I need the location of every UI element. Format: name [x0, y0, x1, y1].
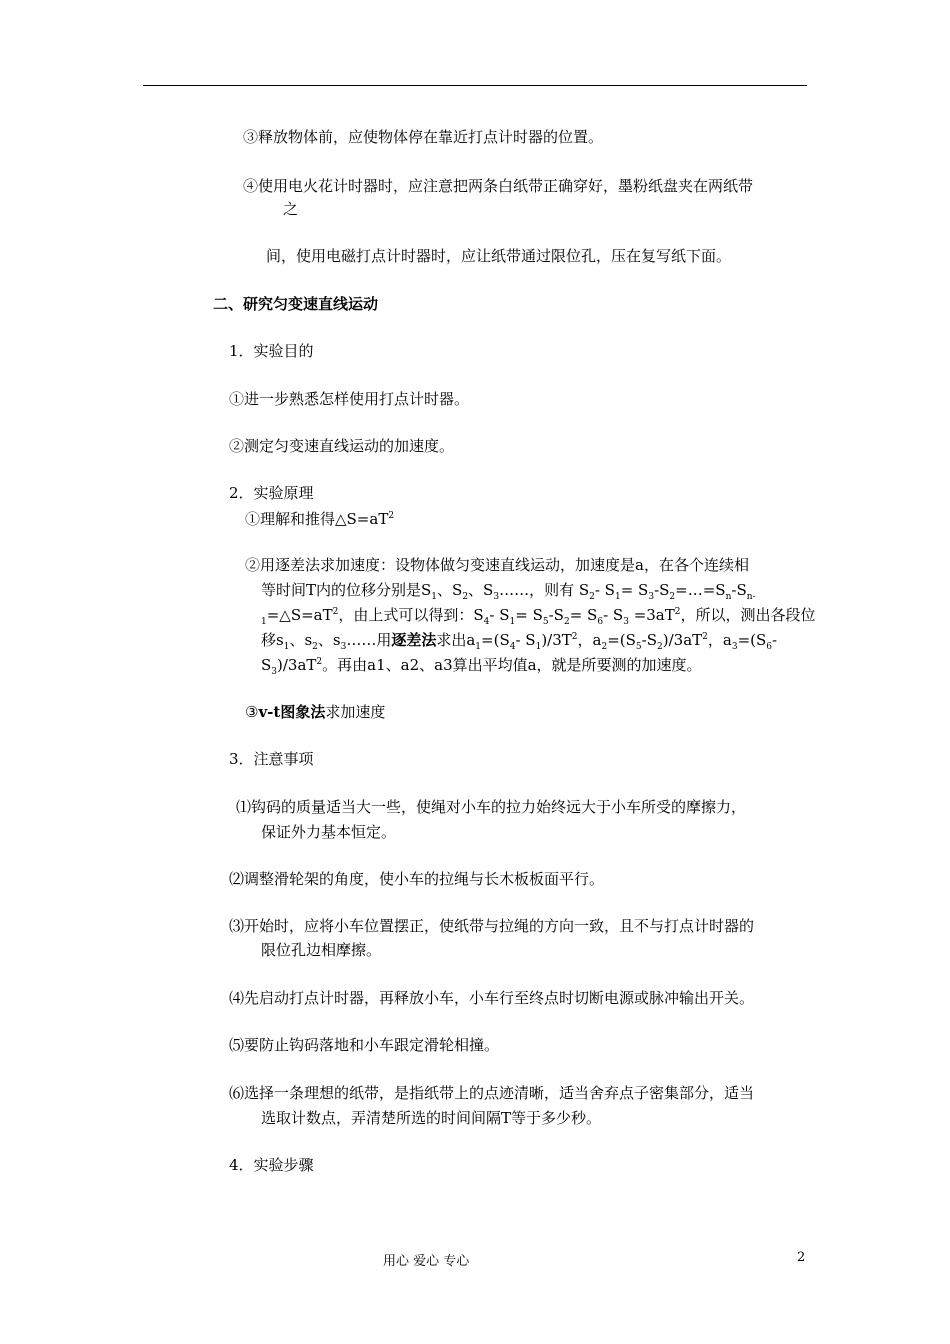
text-line	[245, 702, 385, 722]
text-line: 限位孔边相摩擦。	[261, 941, 382, 959]
text-line: ⑴钩码的质量适当大一些，使绳对小车的拉力始终远大于小车所受的摩擦力，	[236, 798, 747, 816]
text-line: ①进一步熟悉怎样使用打点计时器。	[229, 390, 470, 408]
text-line: 保证外力基本恒定。	[261, 823, 397, 841]
text-line: 之	[283, 200, 299, 218]
subsection-heading: 4．实验步骤	[229, 1156, 314, 1174]
formula-line: 移$s_1$、$s_2$、$s_3\dots\dots$用逐差法求出$a_1=(S_4-$ $S_1)/3T^2$，$a_2=(S_5-S_2)/3aT^2$，$a_3=(S_6-$	[261, 631, 778, 652]
text-line: ⑶开始时，应将小车位置摆正，使纸带与拉绳的方向一致，且不与打点计时器的	[229, 917, 755, 935]
formula-line: $S_3)/3aT^2$。再由a1、a2、a3算出平均值a，就是所要测的加速度。	[261, 656, 702, 677]
text-line: ②测定匀变速直线运动的加速度。	[229, 437, 455, 455]
text-line: ⑵调整滑轮架的角度，使小车的拉绳与长木板板面平行。	[229, 870, 605, 888]
subsection-heading: 2．实验原理	[229, 484, 314, 502]
header-rule	[143, 85, 807, 86]
text-span: 求加速度	[325, 703, 386, 721]
formula-text: ①理解和推得△S=aT	[245, 510, 389, 528]
text-line: 选取计数点，弄清楚所选的时间间隔T等于多少秒。	[261, 1109, 602, 1127]
text-line: ③释放物体前，应使物体停在靠近打点计时器的位置。	[243, 128, 604, 146]
subsection-heading: 3．注意事项	[229, 750, 314, 768]
text-line: 间，使用电磁打点计时器时，应让纸带通过限位孔，压在复写纸下面。	[266, 247, 732, 265]
footer-text: 用心 爱心 专心	[383, 1254, 470, 1269]
subsection-heading: 1．实验目的	[229, 342, 314, 360]
text-line: ②用逐差法求加速度：设物体做匀变速直线运动，加速度是a，在各个连续相	[245, 556, 749, 574]
formula-line: $_1=\triangle S=aT^2$，由上式可以得到：$S_4-$ $S_1= S_5-S_2= S_6-$ $S_3 =3aT^2$，所以，测出各段位	[261, 606, 816, 627]
bold-term: v-t图象法	[258, 703, 326, 721]
formula-line: 等时间T内的位移分别是$S_1$、$S_2$、$S_3\dots\dots$，则有 $S_2-$ $S_1=$ $S_3-S_2=\dots=S_n-S_{n-}$	[261, 581, 756, 602]
principle-line: ①理解和推得$\triangle S=aT^2$	[245, 510, 395, 528]
text-line: ⑹选择一条理想的纸带，是指纸带上的点迹清晰，适当舍弃点子密集部分，适当	[229, 1084, 755, 1102]
text-line: ④使用电火花计时器时，应注意把两条白纸带正确穿好，墨粉纸盘夹在两纸带	[243, 177, 754, 195]
text-line: ⑸要防止钩码落地和小车跟定滑轮相撞。	[229, 1036, 500, 1054]
section-heading: 二、研究匀变速直线运动	[213, 295, 379, 313]
circled-number: ③	[245, 703, 259, 721]
text-line: ⑷先启动打点计时器，再释放小车，小车行至终点时切断电源或脉冲输出开关。	[229, 989, 755, 1007]
page-number: 2	[797, 1250, 806, 1265]
